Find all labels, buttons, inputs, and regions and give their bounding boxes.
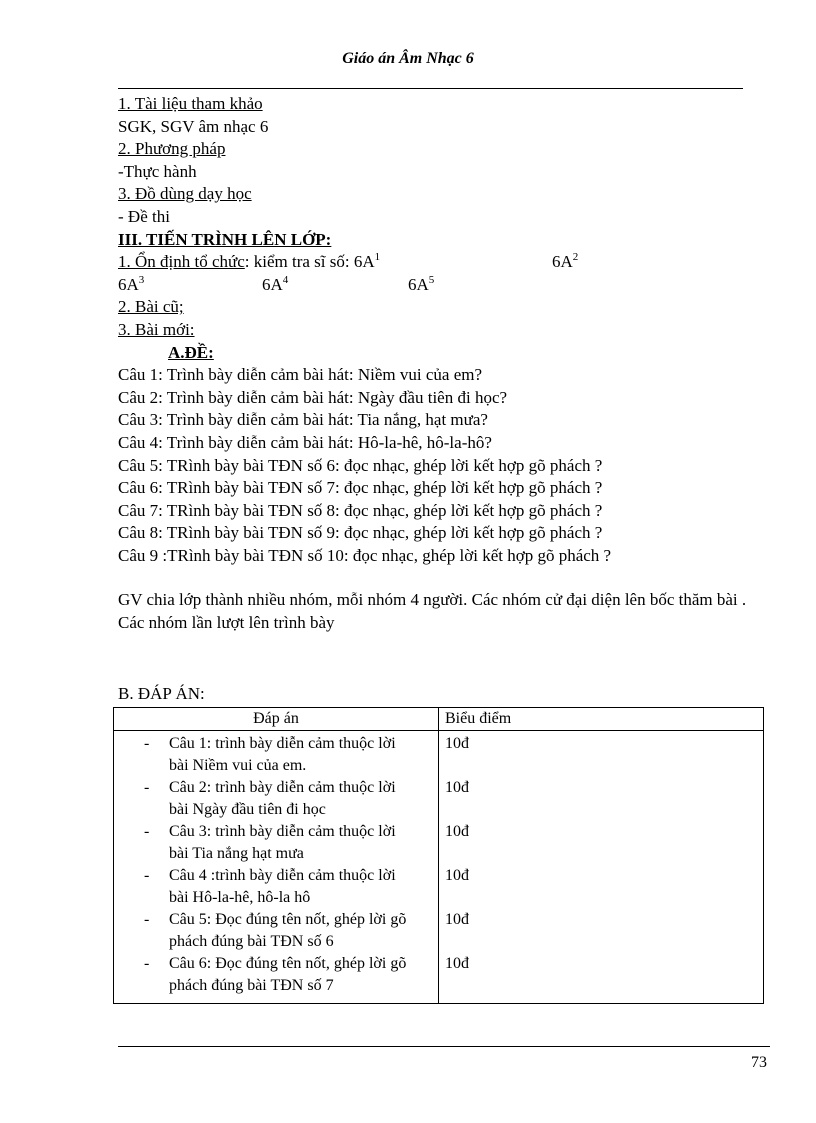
lesson-content xyxy=(118,93,768,635)
section-references-heading: 1. Tài liệu tham khảo xyxy=(118,94,263,113)
section-method-heading: 2. Phương pháp xyxy=(118,139,226,159)
question-item: Câu 2: Trình bày diễn cảm bài hát: Ngày đầu tiên đi học? xyxy=(118,387,508,407)
question-item: Câu 6: TRình bày bài TĐN số 7: đọc nhạc, ghép lời kết hợp gõ phách ? xyxy=(118,478,603,498)
score-item: 10đ xyxy=(445,823,469,840)
score-item: 10đ xyxy=(445,911,469,928)
section-references-text: SGK, SGV âm nhạc 6 xyxy=(118,116,269,136)
answer-item: - Câu 6: Đọc đúng tên nốt, ghép lời gõ phách đúng bài TĐN số 7 xyxy=(114,953,419,997)
answer-column-header: Đáp án xyxy=(114,708,439,731)
score-item: 10đ xyxy=(445,735,469,752)
page-number: 73 xyxy=(751,1054,767,1071)
question-item: Câu 5: TRình bày bài TĐN số 6: đọc nhạc, ghép lời kết hợp gõ phách ? xyxy=(118,455,603,475)
class-list-line xyxy=(118,274,768,297)
question-item: Câu 3: Trình bày diễn cảm bài hát: Tia nắng, hạt mưa? xyxy=(118,410,488,430)
instruction-paragraph: GV chia lớp thành nhiều nhóm, mỗi nhóm 4 người. Các nhóm cử đại diện lên bốc thăm bài . Các nhóm lần lượt lên trình bày xyxy=(118,590,747,633)
organization-heading: 1. Ổn định tổ chức xyxy=(118,252,245,272)
answer-item: - Câu 2: trình bày diễn cảm thuộc lời bài Ngày đầu tiên đi học xyxy=(114,777,419,821)
section-method-text: -Thực hành xyxy=(118,161,197,181)
answers-title: B. ĐÁP ÁN: xyxy=(118,684,205,703)
score-list-cell xyxy=(439,731,764,1004)
class-label: $6A^3$ xyxy=(118,273,145,294)
class-label: $6A^1$ xyxy=(353,251,381,272)
answer-item: - Câu 4 :trình bày diễn cảm thuộc lời bài Hô-la-hê, hô-la hô xyxy=(114,865,419,909)
answers-table xyxy=(113,707,764,1004)
score-item: 10đ xyxy=(445,779,469,796)
question-item: Câu 8: TRình bày bài TĐN số 9: đọc nhạc, ghép lời kết hợp gõ phách ? xyxy=(118,523,603,543)
footer-rule xyxy=(118,1046,770,1047)
question-list xyxy=(118,364,768,567)
score-column-header: Biểu điểm xyxy=(439,708,764,731)
class-label: $6A^2$ xyxy=(552,251,579,272)
class-organization-line xyxy=(118,251,768,274)
answer-item: - Câu 1: trình bày diễn cảm thuộc lời bài Niềm vui của em. xyxy=(114,733,419,777)
table-header-row xyxy=(114,708,764,731)
table-row xyxy=(114,731,764,1004)
answer-list-cell xyxy=(114,731,439,1004)
question-item: Câu 7: TRình bày bài TĐN số 8: đọc nhạc, ghép lời kết hợp gõ phách ? xyxy=(118,500,603,520)
part-a-heading: A.ĐỀ: xyxy=(168,342,214,362)
part-a-line xyxy=(118,342,768,365)
question-item: Câu 9 :TRình bày bài TĐN số 10: đọc nhạc, ghép lời kết hợp gõ phách ? xyxy=(118,545,612,565)
class-label: $6A^5$ xyxy=(408,273,435,294)
organization-text: : kiểm tra sĩ số: xyxy=(244,252,354,272)
answer-item: - Câu 3: trình bày diễn cảm thuộc lời bài Tia nắng hạt mưa xyxy=(114,821,419,865)
question-item: Câu 1: Trình bày diễn cảm bài hát: Niềm vui của em? xyxy=(118,365,483,385)
answer-item: - Câu 5: Đọc đúng tên nốt, ghép lời gõ phách đúng bài TĐN số 6 xyxy=(114,909,419,953)
new-lesson-heading: 3. Bài mới: xyxy=(118,319,195,339)
old-lesson-heading: 2. Bài cũ; xyxy=(118,297,184,317)
class-label: $6A^4$ xyxy=(262,273,289,294)
section-materials-text: - Đề thi xyxy=(118,206,170,226)
header-rule xyxy=(118,88,743,89)
section-procedure-heading: III. TIẾN TRÌNH LÊN LỚP: xyxy=(118,229,332,249)
score-item: 10đ xyxy=(445,955,469,972)
section-materials-heading: 3. Đồ dùng dạy học xyxy=(118,184,252,204)
score-item: 10đ xyxy=(445,867,469,884)
header-title: Giáo án Âm Nhạc 6 xyxy=(342,50,474,67)
question-item: Câu 4: Trình bày diễn cảm bài hát: Hô-la-hê, hô-la-hô? xyxy=(118,432,492,452)
